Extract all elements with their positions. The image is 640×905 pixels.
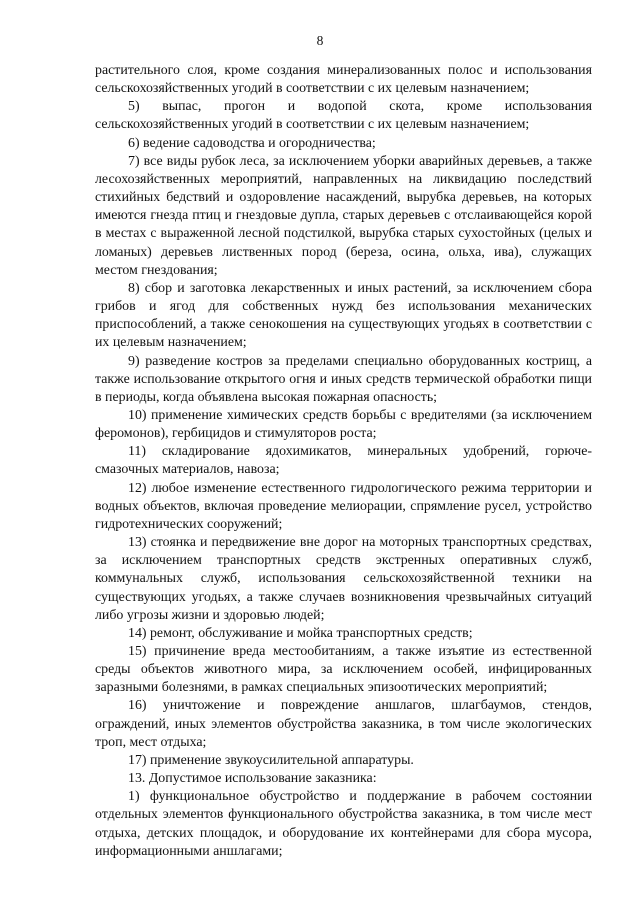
list-item-10: 10) применение химических средств борьбы с вредителями (за исключением феромонов), гербицидов и стимуляторов роста;: [95, 407, 592, 442]
page-number: 8: [316, 33, 324, 48]
document-body: [95, 62, 592, 861]
list-item-13: 13) стоянка и передвижение вне дорог на моторных транспортных средствах, за исключением транспортных средств экстренных оперативных служб, коммунальных служб, использования сельскохозяйственной техники на существующих угодьях, а также случаев возникновения чрезвычайных ситуаций либо угрозы жизни и здоровью людей;: [95, 535, 592, 623]
list-item-6: 6) ведение садоводства и огородничества;: [128, 135, 376, 151]
list-item-16: 16) уничтожение и повреждение аншлагов, шлагбаумов, стендов, ограждений, иных элементов обустройства заказника, в том числе экологических троп, мест отдыха;: [95, 698, 592, 750]
list-item-15: 15) причинение вреда местообитаниям, а также изъятие из естественной среды объектов животного мира, за исключением особей, инфицированных заразными болезнями, в рамках специальных эпизоотических мероприятий;: [95, 644, 592, 696]
list-item-11: 11) складирование ядохимикатов, минеральных удобрений, горюче-смазочных материалов, навоза;: [95, 444, 592, 478]
section-heading-13: 13. Допустимое использование заказника:: [128, 771, 377, 787]
list-item-17: 17) применение звукоусилительной аппаратуры.: [128, 752, 414, 768]
paragraph-continuation: растительного слоя, кроме создания минерализованных полос и использования сельскохозяйственных угодий в соответствии с их целевым назначением;: [95, 63, 592, 97]
list-item-8: 8) сбор и заготовка лекарственных и иных растений, за исключением сбора грибов и ягод для собственных нужд без использования механических приспособлений, а также сенокошения на существующих угодьях в соответствии с их целевым назначением;: [95, 280, 592, 351]
list-item-9: 9) разведение костров за пределами специально оборудованных кострищ, а также использование открытого огня и иных средств термической обработки пищи в периоды, когда объявлена высокая пожарная опасность;: [95, 353, 592, 405]
list-item-7: 7) все виды рубок леса, за исключением уборки аварийных деревьев, а также лесохозяйственных мероприятий, направленных на ликвидацию последствий стихийных бедствий и оздоровление насаждений, вырубка деревьев, на которых имеются гнезда птиц и гнездовые дупла, старых деревьев с отслаивающейся корой в местах с выраженной лесной подстилкой, вырубка старых сухостойных (целых и ломаных) деревьев лиственных пород (береза, осина, ольха, ива), служащих местом гнездования;: [95, 153, 592, 278]
list-item-5: 5) выпас, прогон и водопой скота, кроме использования сельскохозяйственных угодий в соответствии с их целевым назначением;: [95, 99, 592, 133]
permitted-item-1: 1) функциональное обустройство и поддержание в рабочем состоянии отдельных элементов функционального обустройства заказника, в том числе мест отдыха, детских площадок, и оборудование их контейнерами для сбора мусора, информационными аншлагами;: [95, 789, 592, 859]
list-item-14: 14) ремонт, обслуживание и мойка транспортных средств;: [128, 625, 473, 641]
list-item-12: 12) любое изменение естественного гидрологического режима территории и водных объектов, включая проведение мелиорации, спрямление русел, устройство гидротехнических сооружений;: [95, 480, 592, 532]
